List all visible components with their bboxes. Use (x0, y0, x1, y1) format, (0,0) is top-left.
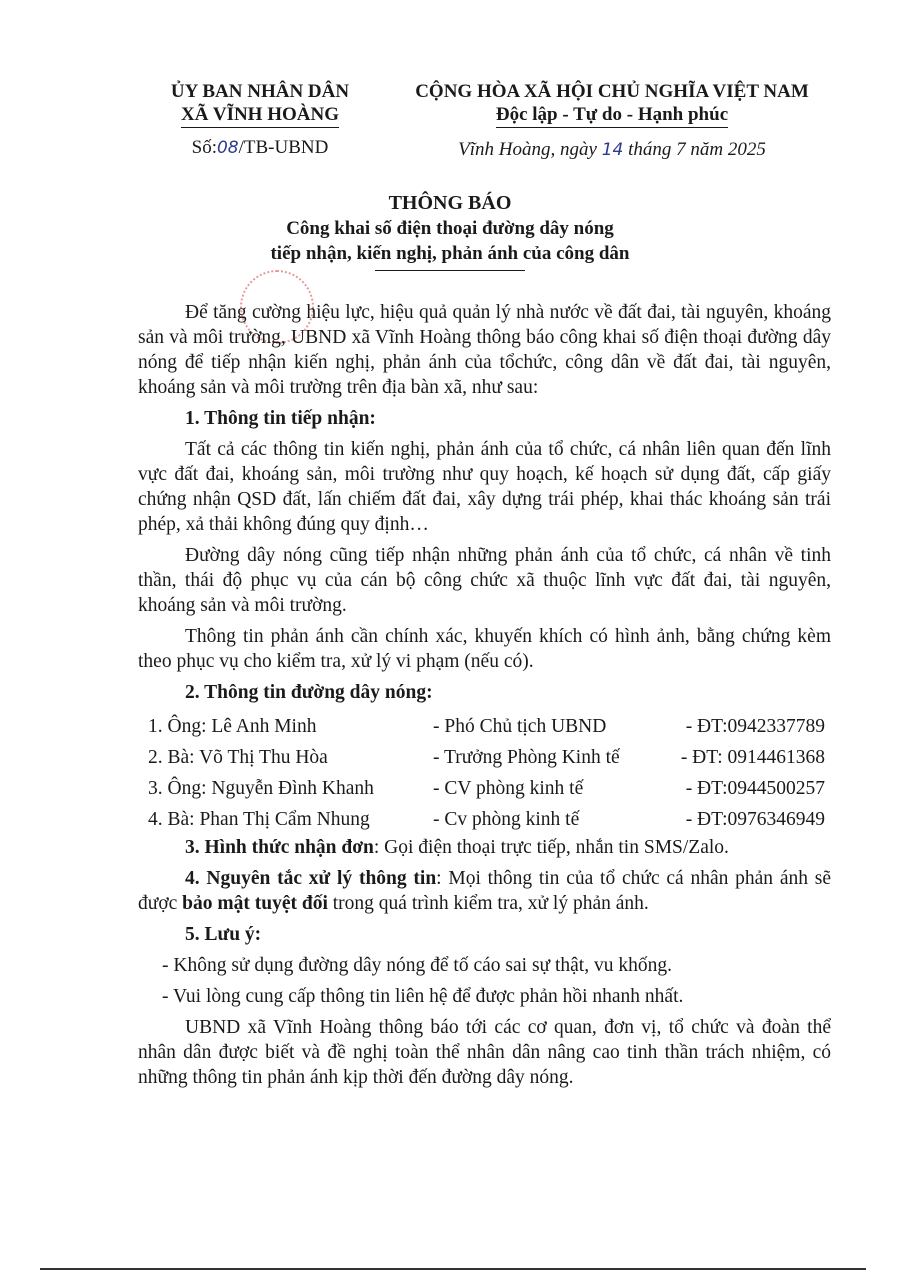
contact-position: - Trưởng Phòng Kinh tế (433, 747, 620, 768)
closing-paragraph: UBND xã Vĩnh Hoàng thông báo tới các cơ quan, đơn vị, tổ chức và đoàn thể nhân dân được biết và đề nghị toàn thể nhân dân nâng cao tinh thần trách nhiệm, có những thông tin phản ánh kịp thời đến đường dây nóng. (138, 1017, 831, 1088)
section3-label: 3. Hình thức nhận đơn (185, 837, 374, 858)
section3-text: : Gọi điện thoại trực tiếp, nhắn tin SMS/Zalo. (373, 837, 729, 858)
national-header (392, 80, 832, 162)
org-line2: XÃ VĨNH HOÀNG (181, 103, 339, 128)
section1-paragraph2: Đường dây nóng cũng tiếp nhận những phản ánh của tổ chức, cá nhân về tinh thần, thái độ phục vụ của cán bộ công chức xã thuộc lĩnh vực đất đai, tài nguyên, khoáng sản và môi trường. (138, 545, 831, 616)
section3-paragraph (138, 835, 831, 860)
document-subtitle-line1: Công khai số điện thoại đường dây nóng (286, 218, 614, 239)
document-body (138, 300, 831, 1096)
hotline-contacts (148, 711, 831, 835)
contact-name: 4. Bà: Phan Thị Cẩm Nhung (148, 809, 370, 830)
section4-text-b: trong quá trình kiểm tra, xử lý phản ánh. (327, 893, 649, 914)
date-day: 14 (601, 140, 624, 160)
contact-position: - Phó Chủ tịch UBND (433, 716, 607, 737)
date-suffix: tháng 7 năm 2025 (628, 139, 766, 160)
note-item: - Không sử dụng đường dây nóng để tố cáo sai sự thật, vu khống. (162, 955, 672, 976)
contact-row (148, 773, 831, 804)
nation-name: CỘNG HÒA XÃ HỘI CHỦ NGHĨA VIỆT NAM (415, 81, 809, 102)
contact-phone: - ĐT:0944500257 (685, 778, 825, 799)
national-motto: Độc lập - Tự do - Hạnh phúc (496, 103, 728, 128)
doc-number-suffix: /TB-UBND (238, 137, 329, 158)
doc-number-prefix: Số: (191, 137, 217, 158)
contact-phone: - ĐT:0976346949 (685, 809, 825, 830)
section5-heading: 5. Lưu ý: (185, 924, 262, 945)
contact-name: 1. Ông: Lê Anh Minh (148, 716, 317, 737)
title-underline (375, 270, 525, 271)
contact-name: 3. Ông: Nguyễn Đình Khanh (148, 778, 374, 799)
section1-paragraph3: Thông tin phản ánh cần chính xác, khuyến khích có hình ảnh, bằng chứng kèm theo phục vụ cho kiểm tra, xử lý vi phạm (nếu có). (138, 626, 831, 672)
issuing-authority (140, 80, 380, 160)
note-item: - Vui lòng cung cấp thông tin liên hệ để được phản hồi nhanh nhất. (162, 986, 684, 1007)
contact-row (148, 711, 831, 742)
document-subtitle-line2: tiếp nhận, kiến nghị, phản ánh của công dân (270, 243, 630, 264)
contact-row (148, 804, 831, 835)
doc-number-value: 08 (216, 138, 239, 158)
document-title: THÔNG BÁO (388, 192, 512, 214)
page-bottom-edge (40, 1268, 866, 1270)
contact-phone: - ĐT: 0914461368 (680, 747, 825, 768)
contact-phone: - ĐT:0942337789 (685, 716, 825, 737)
document-title-block (200, 190, 700, 271)
section1-paragraph1: Tất cả các thông tin kiến nghị, phản ánh của tổ chức, cá nhân liên quan đến lĩnh vực đất đai, khoáng sản, môi trường như quy hoạch, kế hoạch sử dụng đất, cấp giấy chứng nhận QSD đất, lấn chiếm đất đai, xây dựng trái phép, khai thác khoáng sản trái phép, xả thải không đúng quy định… (138, 439, 831, 535)
section4-label: 4. Nguyên tắc xử lý thông tin (185, 868, 437, 889)
section4-paragraph (138, 866, 831, 916)
contact-row (148, 742, 831, 773)
intro-paragraph: Để tăng cường hiệu lực, hiệu quả quản lý nhà nước về đất đai, tài nguyên, khoáng sản và môi trường, UBND xã Vĩnh Hoàng thông báo công khai số điện thoại đường dây nóng để tiếp nhận kiến nghị, phản ánh của tổchức, công dân về đất đai, tài nguyên, khoáng sản và môi trường trên địa bàn xã, như sau: (138, 302, 831, 398)
section2-heading: 2. Thông tin đường dây nóng: (185, 682, 433, 703)
contact-position: - Cv phòng kinh tế (433, 809, 580, 830)
issue-date (392, 138, 832, 162)
org-line1: ỦY BAN NHÂN DÂN (170, 81, 350, 102)
section1-heading: 1. Thông tin tiếp nhận: (185, 408, 376, 429)
date-prefix: Vĩnh Hoàng, ngày (458, 139, 597, 160)
doc-number (140, 136, 380, 160)
contact-position: - CV phòng kinh tế (433, 778, 584, 799)
section4-bold: bảo mật tuyệt đối (182, 893, 328, 914)
section4-text-a: : Mọi thông tin của tổ chức cá nhân phản ánh sẽ được (138, 868, 831, 914)
contact-name: 2. Bà: Võ Thị Thu Hòa (148, 747, 328, 768)
